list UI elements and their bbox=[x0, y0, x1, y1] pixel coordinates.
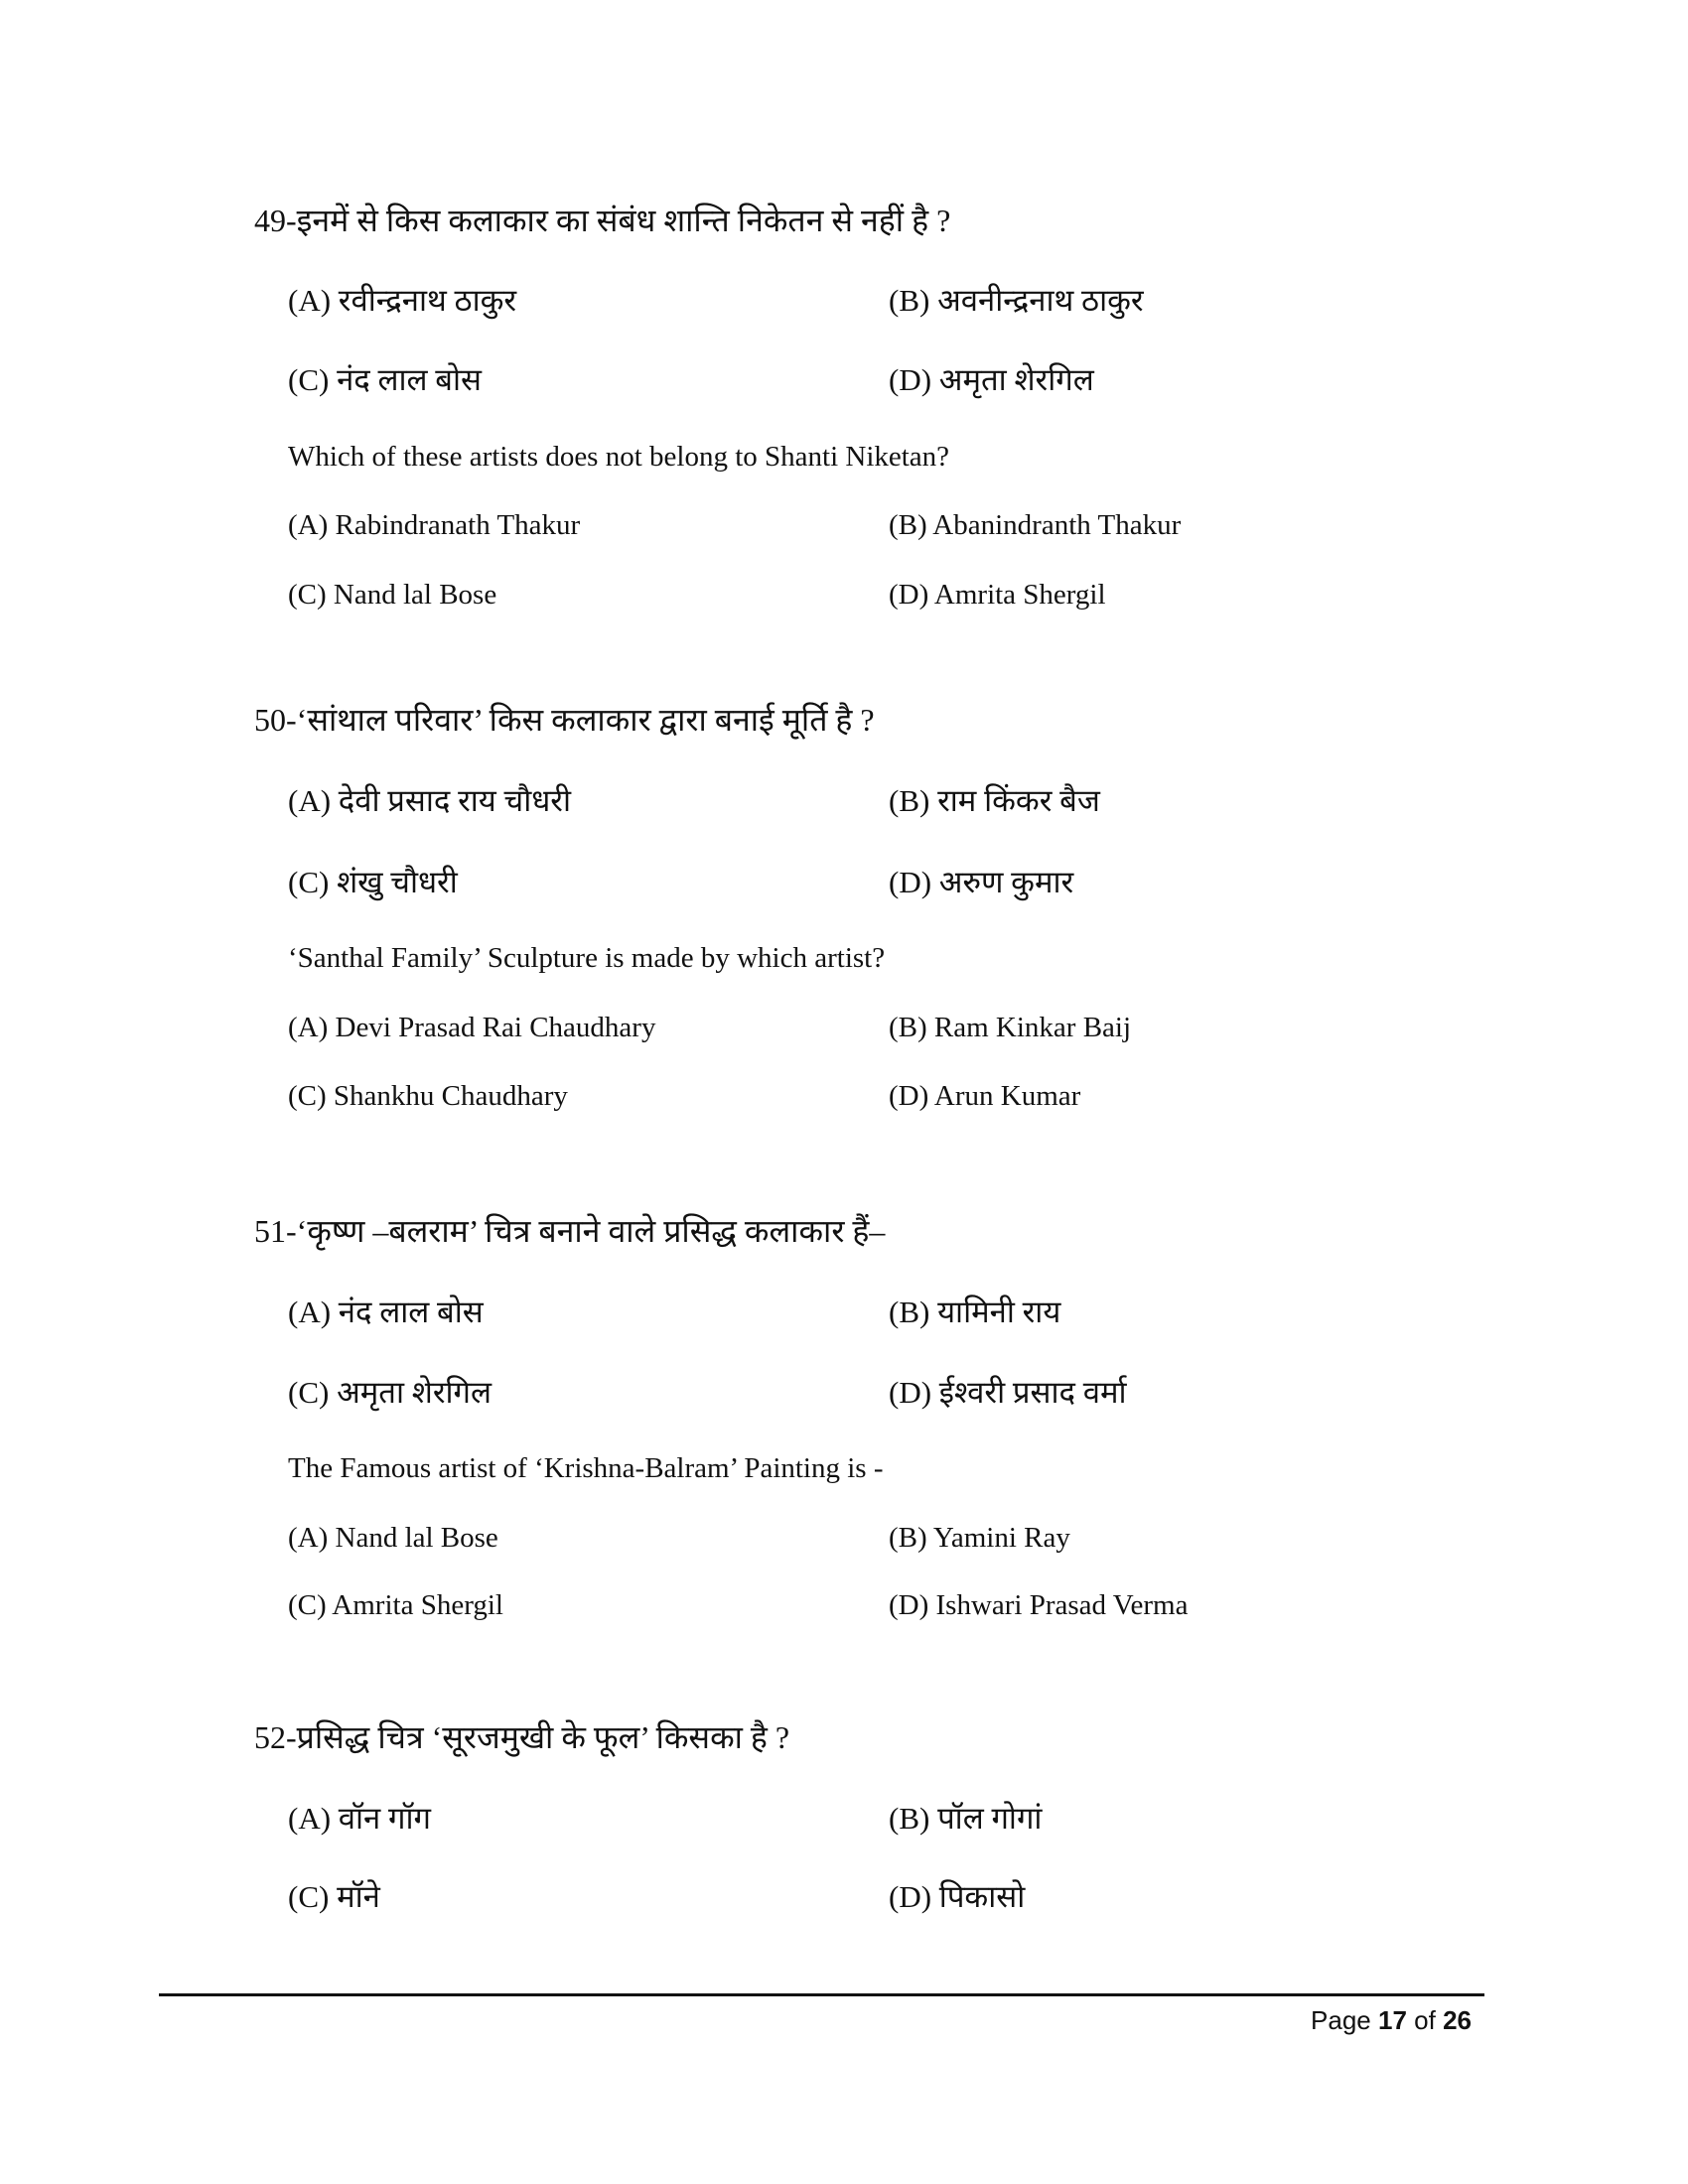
option-a: (A) नंद लाल बोस bbox=[288, 1295, 484, 1329]
option-d: (D) ईश्वरी प्रसाद वर्मा bbox=[889, 1375, 1127, 1410]
option-d: (D) अमृता शेरगिल bbox=[889, 362, 1094, 397]
option-c: (C) मॉने bbox=[288, 1879, 380, 1914]
question-49-english: Which of these artists does not belong to Shanti Niketan? bbox=[288, 441, 950, 473]
page-number bbox=[1311, 2005, 1472, 2036]
question-50-english: ‘Santhal Family’ Sculpture is made by which artist? bbox=[288, 942, 886, 974]
option-a: (A) Nand lal Bose bbox=[288, 1522, 498, 1554]
option-b: (B) Abanindranth Thakur bbox=[889, 509, 1182, 541]
option-c: (C) शंखु चौधरी bbox=[288, 865, 458, 899]
option-d: (D) Arun Kumar bbox=[889, 1080, 1081, 1112]
question-52-hindi: 52-प्रसिद्ध चित्र ‘सूरजमुखी के फूल’ किसका है ? bbox=[254, 1719, 790, 1755]
option-c: (C) Amrita Shergil bbox=[288, 1589, 503, 1621]
option-b: (B) यामिनी राय bbox=[889, 1295, 1061, 1329]
question-51-hindi: 51-‘कृष्ण –बलराम’ चित्र बनाने वाले प्रसिद्ध कलाकार हैं– bbox=[254, 1213, 886, 1249]
current-page: 17 bbox=[1378, 2005, 1407, 2035]
option-b: (B) पॉल गोगां bbox=[889, 1801, 1043, 1836]
option-c: (C) Shankhu Chaudhary bbox=[288, 1080, 568, 1112]
total-pages: 26 bbox=[1443, 2005, 1472, 2035]
option-b: (B) अवनीन्द्रनाथ ठाकुर bbox=[889, 283, 1144, 318]
option-b: (B) Ram Kinkar Baij bbox=[889, 1012, 1132, 1043]
option-b: (B) राम किंकर बैज bbox=[889, 783, 1100, 818]
option-b: (B) Yamini Ray bbox=[889, 1522, 1070, 1554]
option-a: (A) वॉन गॉग bbox=[288, 1801, 431, 1836]
of-label: of bbox=[1414, 2005, 1436, 2035]
option-c: (C) नंद लाल बोस bbox=[288, 362, 482, 397]
option-a: (A) रवीन्द्रनाथ ठाकुर bbox=[288, 283, 517, 318]
question-51-english: The Famous artist of ‘Krishna-Balram’ Painting is - bbox=[288, 1452, 884, 1484]
footer-divider bbox=[159, 1993, 1484, 1996]
option-d: (D) अरुण कुमार bbox=[889, 865, 1074, 899]
option-d: (D) पिकासो bbox=[889, 1879, 1026, 1914]
page-label: Page bbox=[1311, 2005, 1371, 2035]
option-c: (C) अमृता शेरगिल bbox=[288, 1375, 492, 1410]
option-d: (D) Amrita Shergil bbox=[889, 579, 1106, 611]
question-50-hindi: 50-‘सांथाल परिवार’ किस कलाकार द्वारा बनाई मूर्ति है ? bbox=[254, 702, 875, 738]
question-49-hindi: 49-इनमें से किस कलाकार का संबंध शान्ति निकेतन से नहीं है ? bbox=[254, 203, 951, 238]
option-a: (A) Rabindranath Thakur bbox=[288, 509, 581, 541]
option-d: (D) Ishwari Prasad Verma bbox=[889, 1589, 1189, 1621]
option-a: (A) Devi Prasad Rai Chaudhary bbox=[288, 1012, 656, 1043]
option-a: (A) देवी प्रसाद राय चौधरी bbox=[288, 783, 572, 818]
option-c: (C) Nand lal Bose bbox=[288, 579, 497, 611]
